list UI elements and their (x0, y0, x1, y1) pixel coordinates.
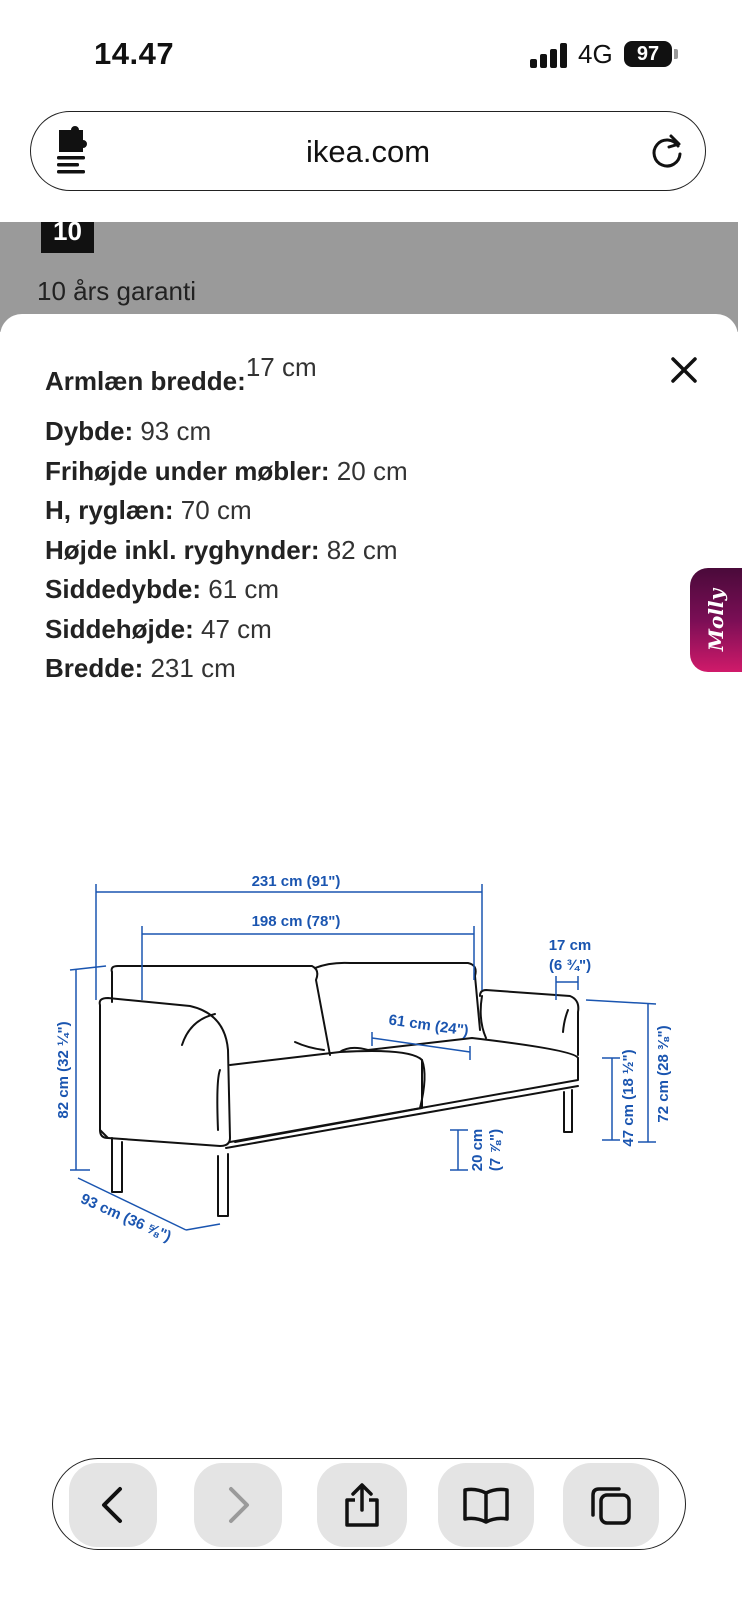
spec-label: Dybde: (45, 416, 134, 446)
clock: 14.47 (94, 36, 175, 71)
address-bar[interactable] (30, 111, 706, 191)
spec-label: Armlæn bredde: (45, 366, 246, 396)
url-text[interactable]: ikea.com (305, 134, 431, 169)
chat-assistant-tab[interactable] (690, 568, 742, 672)
warranty-badge (41, 216, 94, 253)
spec-label: Siddehøjde: (45, 613, 194, 644)
network-type: 4G (578, 39, 613, 69)
seat-height-label: 47 cm (18 ½") (620, 1049, 637, 1147)
clearance-label-imperial: (7 ⅞") (487, 1128, 504, 1172)
spec-row (45, 531, 645, 571)
spec-value: 70 cm (173, 495, 252, 525)
spec-row (45, 610, 645, 650)
reload-icon[interactable] (649, 132, 685, 170)
sofa-drawing (100, 963, 579, 1216)
armrest-width-label: 17 cm (548, 937, 592, 954)
spec-value: 61 cm (201, 574, 280, 604)
spec-label: Siddedybde: (45, 574, 202, 604)
clearance-label: 20 cm (469, 1128, 486, 1172)
battery-icon: 97 (624, 41, 672, 67)
spec-label: Bredde: (45, 653, 144, 683)
spec-list (45, 352, 645, 689)
spec-value: 20 cm (329, 455, 408, 486)
sofa-dimension-diagram (50, 873, 690, 1280)
dimension-lines (70, 884, 656, 1230)
spec-row (45, 649, 645, 689)
spec-label: Højde inkl. ryghynder: (45, 534, 320, 565)
armrest-width-label-imperial: (6 ¾") (548, 957, 592, 974)
signal-icon (530, 42, 568, 68)
share-icon (342, 1482, 382, 1528)
warranty-badge-text: 10 (53, 216, 82, 246)
warranty-text: 10 års garanti (37, 276, 196, 306)
tabs-button[interactable] (563, 1463, 659, 1547)
back-icon (98, 1485, 128, 1525)
depth-label: 93 cm (36 ⅝") (77, 1190, 174, 1246)
battery-tip (674, 49, 678, 59)
spec-row (45, 412, 645, 452)
chat-assistant-label: Molly (704, 588, 728, 652)
bookmarks-button[interactable] (438, 1463, 534, 1547)
tabs-icon (589, 1483, 633, 1527)
width-seat-label: 198 cm (78") (251, 913, 341, 930)
share-button[interactable] (317, 1463, 407, 1547)
close-icon[interactable] (664, 350, 704, 390)
spec-value: 82 cm (319, 534, 398, 565)
spec-row (45, 352, 645, 406)
spec-row (45, 570, 645, 610)
status-bar (0, 0, 738, 105)
spec-label: H, ryglæn: (45, 495, 174, 525)
spec-row (45, 491, 645, 531)
spec-value: 93 cm (133, 416, 212, 446)
back-button[interactable] (69, 1463, 157, 1547)
spec-value: 17 cm (245, 352, 317, 382)
height-label: 82 cm (32 ¼") (55, 1021, 72, 1119)
spec-row (45, 452, 645, 492)
book-icon (461, 1485, 511, 1525)
forward-icon (223, 1485, 253, 1525)
forward-button[interactable] (194, 1463, 282, 1547)
back-height-label: 72 cm (28 ⅜") (655, 1025, 672, 1123)
seat-depth-label: 61 cm (24") (387, 1011, 470, 1040)
width-total-label: 231 cm (91") (251, 873, 341, 890)
browser-toolbar (52, 1458, 686, 1550)
spec-value: 47 cm (193, 613, 272, 644)
spec-label: Frihøjde under møbler: (45, 455, 330, 486)
spec-value: 231 cm (143, 653, 236, 683)
